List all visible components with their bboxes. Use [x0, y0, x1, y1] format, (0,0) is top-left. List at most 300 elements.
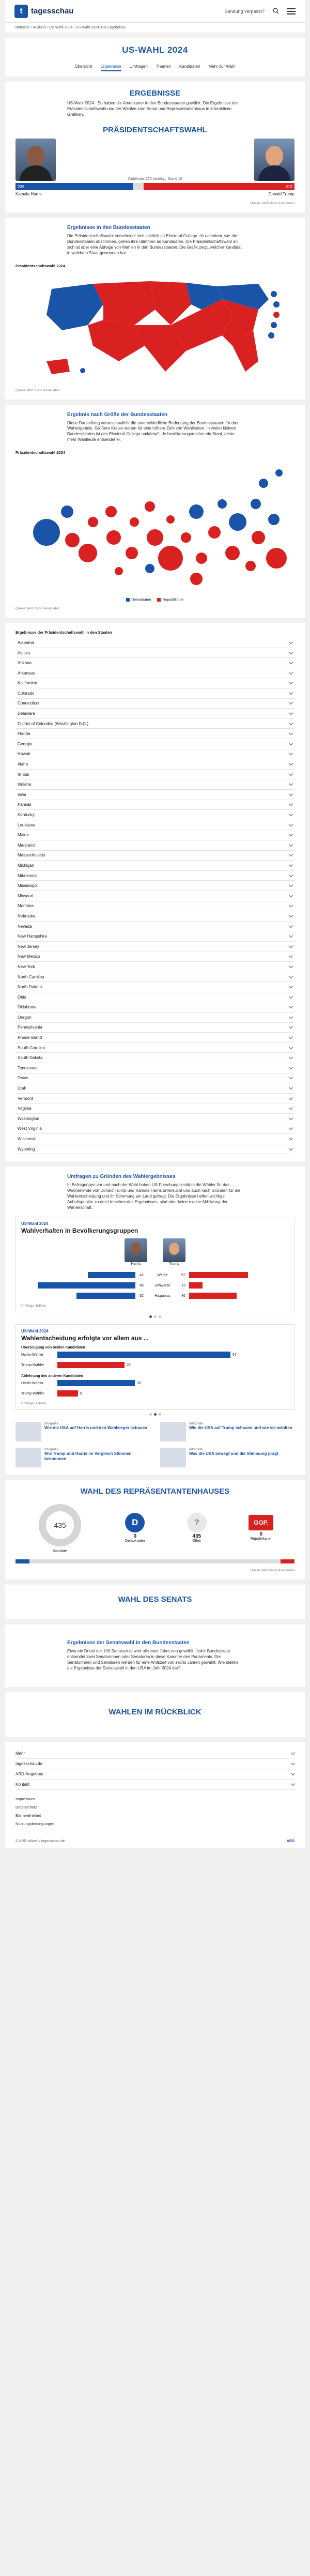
state-bubble: [275, 469, 283, 477]
state-row[interactable]: [16, 638, 295, 648]
state-bubble: [251, 499, 261, 509]
footer-plain-link[interactable]: Nutzungsbedingungen: [16, 1821, 55, 1827]
value-label: 8: [80, 1391, 82, 1396]
chevron-down-icon: [289, 994, 293, 998]
senate-sub-heading: Ergebnisse der Senatswahl in den Bundesstaaten: [67, 1640, 190, 1646]
tab-overview[interactable]: Übersicht: [74, 64, 92, 69]
carousel-dots[interactable]: [16, 1315, 295, 1318]
state-row[interactable]: [16, 759, 295, 770]
state-row[interactable]: [16, 982, 295, 992]
state-row[interactable]: [16, 810, 295, 820]
state-bubble: [126, 547, 138, 559]
state-name: Oklahoma: [18, 1005, 37, 1010]
state-row[interactable]: [16, 881, 295, 891]
footer: [5, 1742, 305, 1834]
harris-name: Kamala Harris: [16, 192, 42, 197]
state-name: Kalifornien: [18, 681, 37, 686]
chevron-down-icon: [289, 731, 293, 735]
trump-bar: 312: [144, 183, 295, 190]
state-name: North Carolina: [18, 974, 44, 979]
map-small-state: [271, 322, 277, 328]
state-row[interactable]: [16, 1053, 295, 1063]
state-bubble: [189, 504, 204, 519]
poll-row: [21, 1280, 289, 1291]
state-name: Missouri: [18, 893, 33, 898]
state-bubble: [145, 501, 155, 512]
chevron-down-icon: [289, 812, 293, 816]
house-source: Quelle: AP/Edison Associated: [250, 1569, 295, 1573]
teaser-card[interactable]: [160, 1448, 295, 1467]
state-row[interactable]: [16, 972, 295, 983]
harris-value: 42: [140, 1273, 144, 1277]
state-bubble: [266, 548, 287, 569]
chevron-down-icon: [289, 1015, 293, 1019]
chevron-down-icon: [289, 822, 293, 826]
cand-left-label: Harris: [131, 1262, 141, 1266]
state-name: Michigan: [18, 863, 35, 868]
state-row[interactable]: [16, 658, 295, 668]
bubble-heading: Ergebnis nach Größe der Bundesstaaten: [67, 411, 167, 418]
brand-name: tagesschau: [31, 7, 74, 16]
trump-value-bar: [189, 1282, 203, 1289]
state-row[interactable]: [16, 729, 295, 739]
state-name: Iowa: [18, 792, 26, 797]
states-accordion: [16, 638, 295, 1154]
chevron-down-icon: [289, 680, 293, 684]
breadcrumb-item[interactable]: Ausland: [33, 26, 46, 29]
chevron-down-icon: [289, 954, 293, 958]
state-row[interactable]: [16, 739, 295, 749]
chevron-down-icon: [289, 872, 293, 877]
bubble-chart[interactable]: [16, 455, 295, 594]
map-chart-title: Präsidentschaftswahl 2024: [16, 263, 65, 268]
state-name: New Mexico: [18, 954, 40, 959]
state-name: Alaska: [18, 650, 30, 655]
state-name: Arizona: [18, 661, 32, 666]
state-row[interactable]: [16, 922, 295, 932]
polls-text: In Befragungen vor und nach der Wahl haben US-Forschungsinstitute die Wähler für das Wochenende von Donald Trump und Kamala Harris untersucht und auch nach Gründen für die Wahlentscheidung und ihr Stimmung am Land gefragt. Die Ergebnisse helfen wichtige Anhaltspunkte zu den Ursachen des Ergebnisses, sind aber keine exakte Abbildung der Wählerschaft.: [67, 1183, 241, 1210]
state-row[interactable]: [16, 1124, 295, 1134]
undecided-bar: [133, 183, 144, 190]
state-bubble: [190, 573, 203, 585]
state-row[interactable]: [16, 800, 295, 810]
state-row[interactable]: [16, 1103, 295, 1114]
value-label: 67: [233, 1353, 237, 1357]
state-name: Colorado: [18, 691, 35, 696]
state-name: Illinois: [18, 772, 29, 777]
house-total-label: Mandate: [53, 1550, 67, 1554]
state-bubble: [79, 544, 97, 562]
chevron-down-icon: [289, 1116, 293, 1120]
title-section: [5, 38, 305, 76]
state-name: Pennsylvania: [18, 1025, 42, 1030]
polls-heading: Umfragen zu Gründen des Wahlergebnisses: [67, 1174, 176, 1180]
gop-icon: GOP.: [249, 1515, 273, 1530]
house-rep: GOP. 0 Republikaner: [249, 1515, 273, 1541]
widget-source: Umfrage: Edison: [21, 1304, 47, 1308]
map-section: [5, 218, 305, 399]
chevron-down-icon: [289, 832, 293, 836]
state-row[interactable]: [16, 1002, 295, 1013]
voter-group: Trump-Wähler: [21, 1391, 44, 1396]
state-name: Nebraska: [18, 913, 36, 918]
teaser-image: [16, 1422, 41, 1442]
tab-more[interactable]: Mehr zur Wahl: [208, 64, 236, 69]
state-name: Utah: [18, 1086, 26, 1091]
state-row[interactable]: [16, 871, 295, 881]
group-label: Hispanics: [154, 1294, 171, 1298]
state-row[interactable]: [16, 931, 295, 942]
state-name: South Dakota: [18, 1055, 43, 1061]
footer-link[interactable]: Mehr: [16, 1749, 295, 1759]
footer-plain-link[interactable]: Barrierefreiheit: [16, 1813, 41, 1818]
breadcrumb-item[interactable]: US-Wahl 2024: [49, 26, 73, 29]
map-small-state: [273, 312, 280, 318]
value-label: 30: [137, 1381, 141, 1385]
map-small-state: [268, 332, 274, 339]
state-row[interactable]: [16, 749, 295, 760]
copyright-text: © ARD-aktuell / tagesschau.de: [16, 1839, 65, 1843]
state-name: Wisconsin: [18, 1137, 37, 1141]
map-hawaii: [80, 368, 85, 373]
state-bubble: [268, 514, 280, 525]
chevron-down-icon: [289, 1024, 293, 1029]
state-name: Arkansas: [18, 670, 35, 676]
chevron-down-icon: [289, 751, 293, 755]
chevron-down-icon: [289, 984, 293, 988]
state-row[interactable]: [16, 678, 295, 688]
trump-name: Donald Trump: [268, 192, 295, 197]
state-bubble: [130, 517, 139, 527]
teaser-image: [16, 1448, 41, 1467]
house-dem: D 0 Demokraten: [125, 1513, 145, 1543]
house-section: [5, 1480, 305, 1580]
state-row[interactable]: [16, 709, 295, 719]
bubble-legend: [16, 598, 295, 602]
state-name: New York: [18, 964, 35, 969]
chevron-down-icon: [289, 1146, 293, 1150]
state-bubble: [106, 530, 121, 545]
state-bubble: [145, 564, 154, 573]
legend-rep: Republikaner: [157, 598, 183, 602]
voter-group: Trump-Wähler: [21, 1363, 44, 1367]
state-bubble: [218, 499, 227, 509]
state-name: Delaware: [18, 711, 35, 716]
state-name: Oregon: [18, 1015, 32, 1020]
widget-title: Wahlentscheidung erfolgte vor allem aus ...: [21, 1335, 149, 1342]
poll-row: [21, 1291, 289, 1301]
trump-value: 46: [181, 1294, 185, 1298]
state-bubble: [181, 532, 191, 543]
state-row[interactable]: [16, 952, 295, 962]
chevron-down-icon: [289, 781, 293, 786]
state-row[interactable]: [16, 668, 295, 679]
state-name: Nevada: [18, 924, 32, 929]
footer-plain-link[interactable]: Datenschutz: [16, 1805, 37, 1810]
state-bubble: [88, 517, 98, 527]
trump-value-bar: [189, 1272, 248, 1278]
state-name: New Hampshire: [18, 934, 47, 939]
house-open: ? 435 Offen: [187, 1513, 207, 1543]
harris-value: 86: [140, 1283, 144, 1287]
state-row[interactable]: [16, 699, 295, 709]
state-name: Maryland: [18, 842, 35, 848]
legend-dem: Demokraten: [126, 598, 151, 602]
state-row[interactable]: [16, 992, 295, 1003]
chevron-down-icon: [289, 691, 293, 695]
breadcrumb-item[interactable]: Startseite: [14, 26, 30, 29]
state-bubble: [158, 546, 183, 571]
logo[interactable]: [14, 5, 74, 18]
state-row[interactable]: [16, 1023, 295, 1033]
chevron-down-icon: [289, 741, 293, 745]
state-row[interactable]: [16, 851, 295, 861]
bubble-text: Diese Darstellung veranschaulicht die unterschiedliche Bedeutung der Bundesstaaten für das Wahlergebnis. Größere Kreise stehen für eine höhere Zahl von Wahlleuten. In vielen kleinen Bundesstaaten ist das Electoral College umkämpft. Je bevölkerungsreicher ein Staat, desto mehr Wahlleute entsendet er.: [67, 420, 238, 442]
tab-polls[interactable]: Umfragen: [129, 64, 148, 69]
senate-section: [5, 1585, 305, 1619]
chevron-down-icon: [289, 842, 293, 847]
state-name: Maine: [18, 833, 29, 838]
poll-row: [21, 1388, 289, 1399]
state-row[interactable]: [16, 820, 295, 831]
states-section: [5, 623, 305, 1161]
chevron-down-icon: [289, 650, 293, 654]
group-label: Schwarze: [154, 1283, 171, 1287]
footer-link[interactable]: ARD-Angebote: [16, 1769, 295, 1780]
chevron-down-icon: [289, 771, 293, 775]
map-text: Die Präsidentschaftswahl entscheidet sich letztlich im Electoral College. Je nachdem, wie die Bundesstaaten abstimmen, gehen ihre Stimmen an Kandidaten. Die Präsidentschaftswahl an sich ist aber eine Abfolge von Wahlen in den Bundesstaaten. Die Grafik zeigt, welcher Kandidat in welchem Staat gewonnen hat.: [67, 234, 242, 255]
chevron-down-icon: [289, 863, 293, 867]
chevron-down-icon: [289, 974, 293, 978]
trump-thumb: [163, 1238, 185, 1262]
chevron-down-icon: [289, 943, 293, 947]
harris-thumb: [125, 1238, 147, 1262]
chevron-down-icon: [289, 903, 293, 907]
state-bubble: [115, 567, 123, 575]
footer-link[interactable]: Kontakt: [16, 1780, 295, 1790]
poll-row: [21, 1360, 289, 1370]
footer-plain-link[interactable]: Impressum: [16, 1797, 35, 1802]
widget-source: Umfrage: Edison: [21, 1402, 47, 1406]
state-row[interactable]: [16, 790, 295, 800]
open-icon: ?: [187, 1513, 207, 1532]
state-row[interactable]: [16, 1043, 295, 1053]
value-label: 26: [127, 1363, 131, 1367]
state-bubble: [225, 546, 240, 560]
cand-right-label: Trump: [169, 1262, 179, 1266]
bubble-section: [5, 405, 305, 618]
state-bubble: [252, 531, 265, 544]
breadcrumb: Startseite › Ausland › US-Wahl 2024 › US-Wahl 2024: Die Ergebnisse: [5, 23, 305, 33]
house-total: 435: [54, 1521, 66, 1530]
widget-title: Wahlverhalten in Bevölkerungsgruppen: [21, 1227, 138, 1235]
map-heading: Ergebnisse in den Bundesstaaten: [67, 225, 150, 231]
tab-results[interactable]: Ergebnisse: [101, 63, 121, 71]
source-note: Quelle: AP/Edison Associated: [250, 202, 295, 206]
harris-value-bar: [76, 1293, 135, 1299]
house-heading: WAHL DES REPRÄSENTANTENHAUSES: [80, 1487, 230, 1496]
chevron-down-icon: [289, 852, 293, 856]
state-row[interactable]: [16, 1114, 295, 1124]
results-section: [5, 82, 305, 212]
state-name: Kentucky: [18, 812, 35, 817]
teaser-kicker: Infografik: [44, 1422, 58, 1426]
chevron-down-icon: [289, 792, 293, 796]
state-bubble: [229, 513, 246, 531]
voter-group: Harris-Wähler: [21, 1381, 44, 1385]
state-row[interactable]: [16, 648, 295, 658]
bubble-chart-title: Präsidentschaftswahl 2024: [16, 450, 65, 455]
poll-row: [21, 1350, 289, 1360]
state-name: Florida: [18, 731, 30, 737]
state-name: Kansas: [18, 802, 32, 807]
state-name: North Dakota: [18, 985, 42, 990]
teaser-title: Was die USA bewegt und die Stimmung prägt: [189, 1451, 278, 1456]
value-bar: [57, 1380, 135, 1386]
chevron-down-icon: [289, 802, 293, 806]
search-link[interactable]: Sendung verpasst?: [224, 8, 265, 14]
state-bubble: [105, 506, 117, 517]
results-intro: US-Wahl 2024 - So haben die Amerikaner in den Bundesstaaten gewählt. Die Ergebnisse der Präsidentschaftswahl und der Wahlen zum Senat und Repräsentantenhaus in interaktiven Grafiken.: [67, 101, 238, 117]
state-row[interactable]: [16, 901, 295, 912]
state-row[interactable]: [16, 779, 295, 790]
state-name: District of Columbia (Washington D.C.): [18, 721, 89, 726]
state-bubble: [61, 505, 73, 518]
state-row[interactable]: [16, 1063, 295, 1074]
state-row[interactable]: [16, 688, 295, 699]
state-name: Georgia: [18, 741, 33, 746]
bubble-source: Quelle: AP/Edison Associated: [16, 607, 60, 611]
state-name: Indiana: [18, 782, 32, 787]
harris-value-bar: [38, 1282, 135, 1289]
state-row[interactable]: [16, 1144, 295, 1155]
chevron-down-icon: [289, 1055, 293, 1059]
state-bubble: [166, 515, 175, 524]
state-row[interactable]: [16, 962, 295, 972]
state-name: Connecticut: [18, 701, 40, 706]
menu-icon[interactable]: [287, 8, 296, 14]
value-bar: [57, 1352, 230, 1358]
chevron-down-icon: [289, 761, 293, 765]
teaser-kicker: Infografik: [189, 1448, 203, 1452]
map-source: Quelle: AP/Edison Associated: [16, 388, 60, 392]
chevron-down-icon: [289, 640, 293, 644]
footer-link[interactable]: tagesschau.de: [16, 1759, 295, 1769]
teaser-kicker: Infografik: [44, 1448, 58, 1452]
house-bar: [16, 1559, 295, 1563]
widget-group-label: Ablehnung des anderen Kandidaten: [21, 1374, 83, 1378]
state-row[interactable]: [16, 1013, 295, 1023]
state-row[interactable]: [16, 1083, 295, 1094]
state-row[interactable]: [16, 861, 295, 871]
state-name: Rhode Island: [18, 1035, 42, 1040]
trump-value: 13: [181, 1283, 185, 1287]
tab-candidates[interactable]: Kandidaten: [179, 64, 200, 69]
state-name: Wyoming: [18, 1146, 35, 1152]
poll-widget-demographics[interactable]: [16, 1217, 295, 1312]
electoral-result-bar: [16, 183, 295, 190]
chevron-down-icon: [289, 670, 293, 674]
harris-portrait: [16, 139, 56, 181]
chevron-down-icon: [289, 1095, 293, 1099]
logo-icon: t: [14, 5, 28, 18]
tab-bar: [16, 63, 295, 71]
poll-widget-motivation[interactable]: [16, 1324, 295, 1410]
chevron-down-icon: [289, 1085, 293, 1090]
retro-section: [5, 1692, 305, 1737]
presidential-heading: PRÄSIDENTSCHAFTSWAHL: [103, 126, 207, 135]
teaser-title: Wie die USA auf Harris und den Wahlsieger schauen: [44, 1425, 147, 1431]
state-name: Mississippi: [18, 883, 38, 888]
state-name: Hawaii: [18, 752, 30, 757]
breadcrumb-item: US-Wahl 2024: Die Ergebnisse: [75, 26, 126, 29]
search-icon[interactable]: [273, 8, 279, 15]
state-name: Washington: [18, 1116, 39, 1121]
chevron-down-icon: [289, 1075, 293, 1079]
teaser-image: [160, 1422, 186, 1442]
widget-group-label: Überzeugung von beiden Kandidaten: [21, 1346, 85, 1350]
state-name: Massachusetts: [18, 853, 45, 858]
chevron-down-icon: [289, 700, 293, 704]
page-title: US-WAHL 2024: [122, 45, 188, 55]
state-row[interactable]: [16, 911, 295, 922]
state-row[interactable]: [16, 770, 295, 780]
state-name: Vermont: [18, 1096, 33, 1101]
teaser-card[interactable]: [16, 1422, 150, 1442]
widget-tag: US-Wahl 2024: [21, 1221, 49, 1226]
state-row[interactable]: [16, 1134, 295, 1144]
us-results-map[interactable]: [16, 268, 295, 382]
widget-tag: US-Wahl 2024: [21, 1329, 49, 1334]
senate-text: Etwa ein Drittel der 100 Senatssitze wird alle zwei Jahre neu gewählt. Jeder Bundesstaat entsendet zwei Senatorinnen oder Senatoren in diese Kammer des Parlaments. Die Senatorinnen und Senatoren werden für eine Amtszeit von sechs Jahren gewählt. Wie stellen die Ergebnisse der Senatswahl in den USA im Jahr 2024 dar?: [67, 1649, 238, 1670]
chevron-down-icon: [289, 883, 293, 887]
state-row[interactable]: [16, 891, 295, 901]
retro-heading: WAHLEN IM RÜCKBLICK: [109, 1707, 202, 1716]
polls-section: [5, 1167, 305, 1475]
chevron-down-icon: [289, 1106, 293, 1110]
state-row[interactable]: [16, 942, 295, 952]
tab-topics[interactable]: Themen: [156, 64, 172, 69]
map-small-state: [271, 291, 277, 297]
state-bubble: [196, 553, 207, 564]
teaser-kicker: Infografik: [189, 1422, 203, 1426]
teaser-image: [160, 1448, 186, 1467]
state-name: West Virginia: [18, 1126, 42, 1131]
teaser-title: Wie Trump und Harris im Vergleich Stimmen bekommen: [44, 1451, 132, 1461]
state-name: Texas: [18, 1076, 28, 1081]
senate-heading: WAHL DES SENATS: [118, 1595, 192, 1604]
state-bubble: [147, 529, 163, 546]
state-name: Alabama: [18, 640, 34, 645]
teaser-card[interactable]: [16, 1448, 150, 1467]
chevron-down-icon: [289, 923, 293, 927]
state-row[interactable]: [16, 719, 295, 729]
state-row[interactable]: [16, 840, 295, 851]
state-row[interactable]: [16, 830, 295, 840]
state-row[interactable]: [16, 1074, 295, 1084]
results-heading: ERGEBNISSE: [129, 89, 181, 98]
group-label: Weiße: [157, 1273, 168, 1277]
chevron-down-icon: [289, 964, 293, 968]
state-row[interactable]: [16, 1033, 295, 1043]
state-row[interactable]: [16, 1094, 295, 1104]
state-bubble: [65, 533, 80, 547]
state-name: Louisiana: [18, 822, 36, 827]
carousel-dots[interactable]: [16, 1413, 295, 1416]
state-bubble: [259, 479, 268, 488]
state-bubble: [208, 526, 221, 539]
teaser-card[interactable]: [160, 1422, 295, 1442]
